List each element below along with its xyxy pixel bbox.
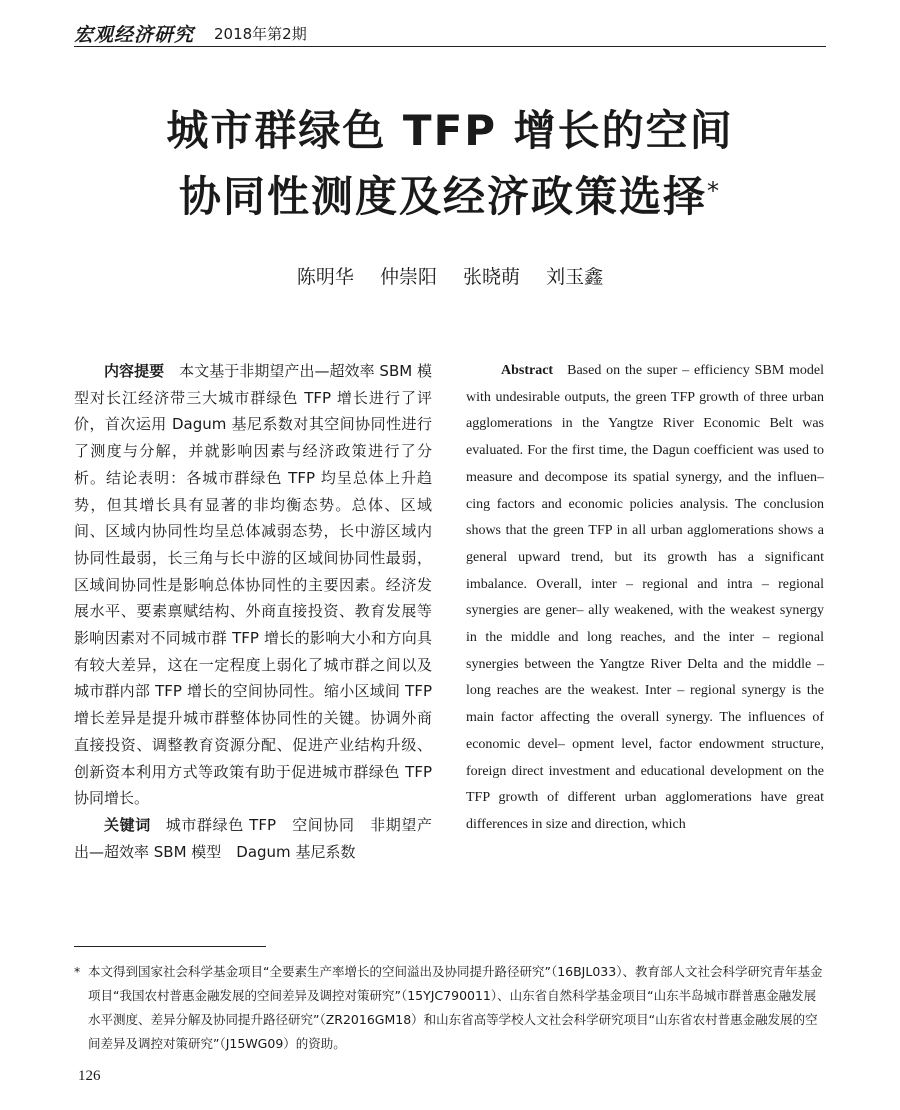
author-name: 刘玉鑫 <box>546 266 604 288</box>
author-list <box>0 262 900 289</box>
title-footnote-mark: * <box>707 177 721 205</box>
footnote-mark: * <box>74 964 81 979</box>
footnote-divider <box>74 946 266 947</box>
abstract-en-text: Based on the super – efficiency SBM model with undesirable outputs, the green TFP growth of three urban agglomerations in the Yangtze River Economic Belt was evaluated. For the first time, the Dagun coefficient was used to measure and decompose its spatial synergy, and the influen– cing factors and economic policies analysis. The conclusion shows that the green TFP in all urban agglomerations shows a general upward trend, but its growth has a significant imbalance. Overall, inter – regional and intra – regional synergies are gener– ally weakened, with the weakest synergy in the middle and long reaches, and the inter – regional synergies between the Yangtze River Delta and the middle – long reaches are the weakest. Inter – regional synergy is the main factor affecting the overall synergy. The influences of economic devel– opment level, factor endowment structure, foreign direct investment and educational development on the TFP growth of different urban agglomerations have great differences in size and direction, which <box>466 363 824 832</box>
author-name: 陈明华 <box>296 266 354 288</box>
journal-name: 宏观经济研究 <box>74 24 195 46</box>
chinese-abstract <box>74 358 432 812</box>
paper-title <box>0 98 900 230</box>
abstract-zh-text: 本文基于非期望产出—超效率 SBM 模型对长江经济带三大城市群绿色 TFP 增长进行了评价，首次运用 Dagum 基尼系数对其空间协同性进行了测度与分解，并就影响因素与经济政策进行了分析。结论表明：各城市群绿色 TFP 均呈总体上升趋势，但其增长具有显著的非均衡态势。总体、区域间、区域内协同性均呈总体减弱态势，长中游区域内协同性最弱，长三角与长中游的区域间协同性最弱，区域间协同性是影响总体协同性的主要因素。经济发展水平、要素禀赋结构、外商直接投资、教育发展等影响因素对不同城市群 TFP 增长的影响大小和方向具有较大差异，这在一定程度上弱化了城市群之间以及城市群内部 TFP 增长的空间协同性。缩小区域间 TFP 增长差异是提升城市群整体协同性的关键。协调外商直接投资、调整教育资源分配、促进产业结构升级、创新资本利用方式等政策有助于促进城市群绿色 TFP 协同增长。 <box>74 362 432 808</box>
english-abstract-column <box>466 358 824 839</box>
chinese-abstract-column <box>74 358 432 865</box>
title-line-1: 城市群绿色 TFP 增长的空间 <box>166 106 734 155</box>
title-line-2-text: 协同性测度及经济政策选择 <box>178 172 707 221</box>
title-line-2 <box>0 164 900 230</box>
running-header <box>74 18 826 47</box>
english-abstract <box>466 358 824 839</box>
keywords-zh-label: 关键词 <box>104 815 151 834</box>
page-number: 126 <box>78 1068 101 1084</box>
footnote-text: 本文得到国家社会科学基金项目“全要素生产率增长的空间溢出及协同提升路径研究”（16BJL033）、教育部人文社会科学研究青年基金项目“我国农村普惠金融发展的空间差异及调控对策研究”（15YJC790011）、山东省自然科学基金项目“山东半岛城市群普惠金融发展水平测度、差异分解及协同提升路径研究”（ZR2016GM18）和山东省高等学校人文社会科学研究项目“山东省农村普惠金融发展的空间差异及调控对策研究”（J15WG09）的资助。 <box>88 964 823 1051</box>
issue-label: 2018年第2期 <box>214 25 307 43</box>
author-name: 仲崇阳 <box>379 266 437 288</box>
author-name: 张晓萌 <box>463 266 521 288</box>
abstract-en-label: Abstract <box>501 363 554 378</box>
keywords-zh-text: 城市群绿色 TFP 空间协同 非期望产出—超效率 SBM 模型 Dagum 基尼系数 <box>74 815 432 861</box>
chinese-keywords <box>74 812 432 865</box>
abstract-zh-label: 内容提要 <box>104 362 165 380</box>
funding-footnote <box>74 960 826 1056</box>
